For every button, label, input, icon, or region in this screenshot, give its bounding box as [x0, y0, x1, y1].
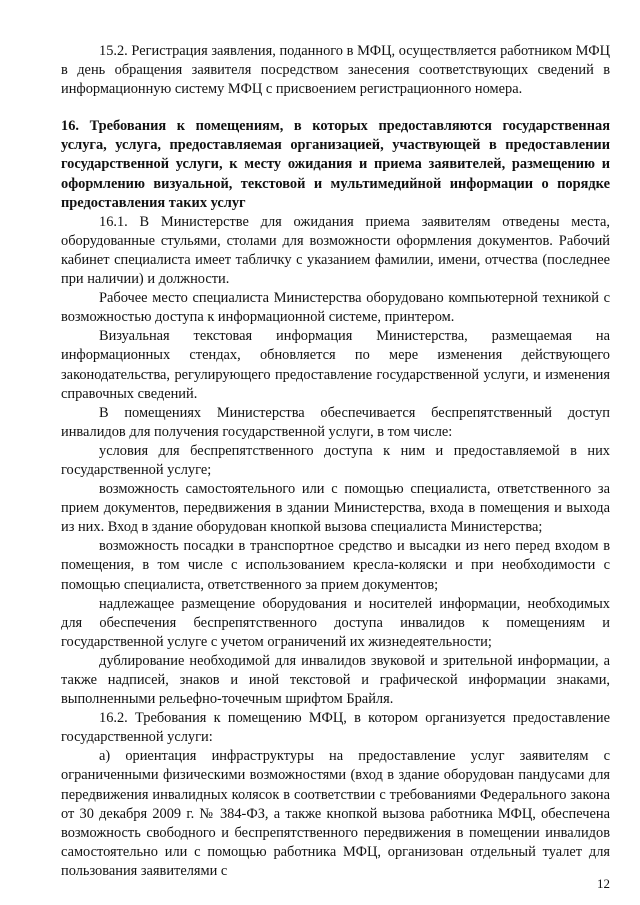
document-page — [61, 42, 610, 881]
paragraph-16-2: 16.2. Требования к помещению МФЦ, в котором организуется предоставление государственной услуги: — [61, 710, 610, 746]
paragraph-equipment: надлежащее размещение оборудования и носителей информации, необходимых для обеспечения беспрепятственного доступа инвалидов к помещениям и государственной услуге с учетом ограничений их жизнедеятельности; — [61, 595, 610, 650]
page-number: 12 — [597, 876, 610, 891]
paragraph-16-1: 16.1. В Министерстве для ожидания приема заявителям отведены места, оборудованные стульями, столами для возможности оформления документов. Рабочий кабинет специалиста имеет табличку с указанием фамилии, имени, отчества (последнее при наличии) и должности. — [61, 213, 610, 288]
paragraph-conditions: условия для беспрепятственного доступа к ним и предоставляемой в них государственной услуге; — [61, 442, 610, 478]
paragraph-workplace: Рабочее место специалиста Министерства оборудовано компьютерной техникой с возможностью доступа к информационной системе, принтером. — [61, 290, 610, 326]
section-gap — [61, 99, 610, 117]
paragraph-movement: возможность самостоятельного или с помощью специалиста, ответственного за прием документов, передвижения в здании Министерства, входа в помещения и выхода из них. Вход в здание оборудован кнопкой вызова специалиста Министерства; — [61, 481, 610, 536]
paragraph-visual-info: Визуальная текстовая информация Министерства, размещаемая на информационных стендах, обновляется по мере изменения действующего законодательства, регулирующего предоставление государственной услуги, и изменения справочных сведений. — [61, 328, 610, 402]
paragraph-transport: возможность посадки в транспортное средство и высадки из него перед входом в помещения, в том числе с использованием кресла-коляски и при необходимости с помощью специалиста, ответственного за прием документов; — [61, 538, 610, 593]
paragraph-access: В помещениях Министерства обеспечивается беспрепятственный доступ инвалидов для получения государственной услуги, в том числе: — [61, 404, 610, 440]
paragraph-16-2-a: а) ориентация инфраструктуры на предоставление услуг заявителям с ограниченными физическими возможностями (вход в здание оборудован пандусами для передвижения инвалидных колясок в соответствии с требованиями Федерального закона от 30 декабря 2009 г. № 384-ФЗ, а также кнопкой вызова работника МФЦ, обеспечена возможность свободного и беспрепятственного передвижения в помещении инвалидов самостоятельно или с помощью работника МФЦ, организован отдельный туалет для пользования заявителями с — [61, 748, 610, 879]
paragraph-15-2: 15.2. Регистрация заявления, поданного в МФЦ, осуществляется работником МФЦ в день обращения заявителя посредством занесения соответствующих сведений в информационную систему МФЦ с присвоением регистрационного номера. — [61, 43, 610, 98]
section-16-heading: 16. Требования к помещениям, в которых предоставляются государственная услуга, услуга, предоставляемая организацией, участвующей в предоставлении государственной услуги, к месту ожидания и приема заявителей, размещению и оформлению визуальной, текстовой и мультимедийной информации о порядке предоставления таких услуг — [61, 118, 610, 211]
paragraph-braille: дублирование необходимой для инвалидов звуковой и зрительной информации, а также надписей, знаков и иной текстовой и графической информации знаками, выполненными рельефно-точечным шрифтом Брайля. — [61, 652, 610, 708]
